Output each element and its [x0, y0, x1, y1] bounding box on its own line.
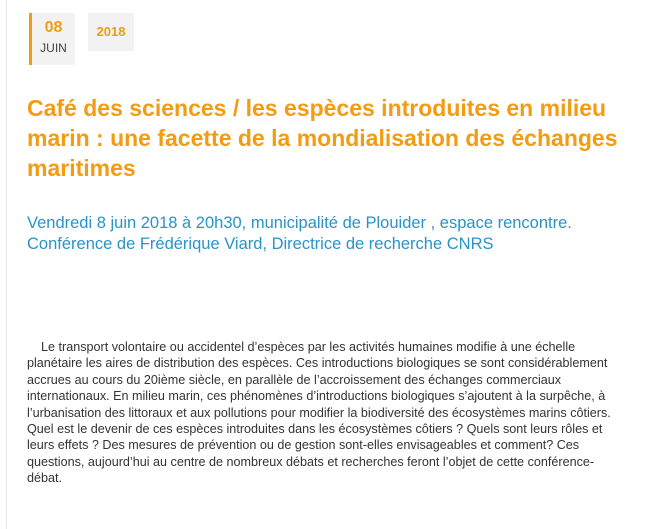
- left-divider: [6, 0, 7, 529]
- event-date-badge: [29, 13, 75, 65]
- event-subtitle-schedule: Vendredi 8 juin 2018 à 20h30, municipalité de Plouider , espace rencontre.: [27, 214, 572, 232]
- event-title: Café des sciences / les espèces introduites en milieu marin : une facette de la mondialisation des échanges maritimes: [27, 95, 618, 181]
- event-date-month: JUIN: [40, 41, 67, 55]
- event-subtitle: [27, 213, 637, 255]
- event-description: Le transport volontaire ou accidentel d’espèces par les activités humaines modifie à une échelle planétaire les aires de distribution des espèces. Ces introductions biologiques se sont considérablement accrues au cours du 20ième siècle, en parallèle de l’accroissement des échanges commerciaux internationaux. En milieu marin, ces phénomènes d’introductions biologiques s’ajoutent à la surpêche, à l’urbanisation des littoraux et aux pollutions pour modifier la biodiversité des écosystèmes marins côtiers. Quel est le devenir de ces espèces introduites dans les écosystèmes côtiers ? Quels sont leurs rôles et leurs effets ? Des mesures de prévention ou de gestion sont-elles envisageables et comment? Ces questions, aujourd’hui au centre de nombreux débats et recherches feront l’objet de cette conférence-débat.: [27, 340, 611, 486]
- event-subtitle-speaker: Conférence de Frédérique Viard, Directrice de recherche CNRS: [27, 235, 494, 253]
- event-year-badge: 2018: [88, 13, 134, 51]
- event-date-day: 08: [44, 19, 63, 36]
